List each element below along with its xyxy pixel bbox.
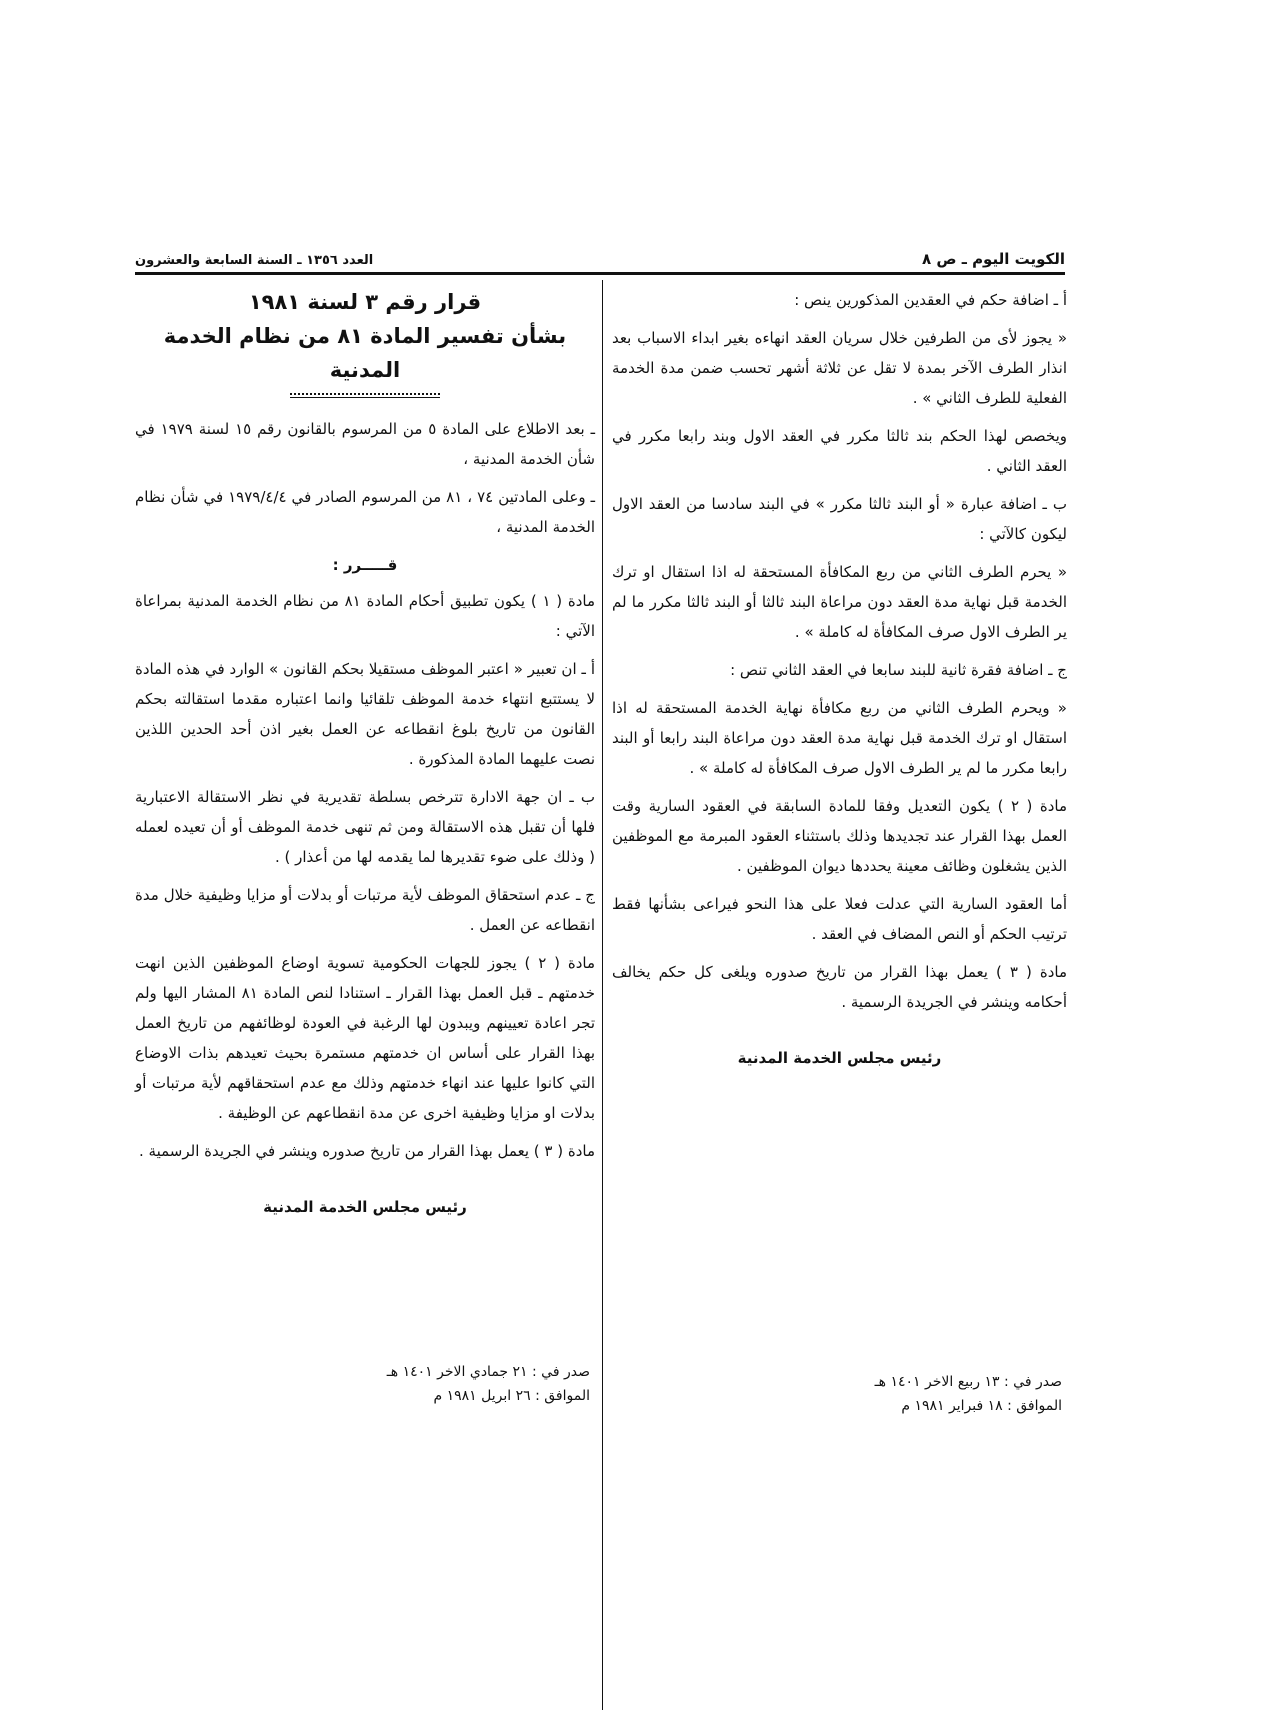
right-paragraph: « ويحرم الطرف الثاني من ربع مكافأة نهاية الخدمة المستحقة له اذا استقال او ترك الخدمة قبل نهاية مدة العقد دون مراعاة البند رابعا أو البند رابعا مكرر ما لم ير الطرف الاول صرف المكافأة له كاملة » .	[612, 699, 1067, 777]
left-paragraph: مادة ( ١ ) يكون تطبيق أحكام المادة ٨١ من نظام الخدمة المدنية بمراعاة الآتي :	[135, 592, 595, 640]
right-paragraph: أ ـ اضافة حكم في العقدين المذكورين ينص :	[794, 291, 1067, 309]
right-paragraph: ب ـ اضافة عبارة « أو البند ثالثا مكرر » في البند سادسا من العقد الاول ليكون كالآتي :	[612, 495, 1067, 543]
right-paragraph: « يجوز لأى من الطرفين خلال سريان العقد انهاءه بغير ابداء الاسباب بعد انذار الطرف الآخر بمدة لا تقل عن ثلاثة أشهر تحسب ضمن مدة الخدمة الفعلية للطرف الثاني » .	[612, 329, 1067, 407]
left-column	[135, 285, 595, 1222]
column-divider	[602, 280, 603, 1710]
preamble-paragraph: ـ وعلى المادتين ٧٤ ، ٨١ من المرسوم الصادر في ١٩٧٩/٤/٤ في شأن نظام الخدمة المدنية ،	[135, 488, 596, 536]
header-issue: العدد ١٣٥٦ ـ السنة السابعة والعشرون	[135, 253, 374, 268]
preamble-paragraph: ـ بعد الاطلاع على المادة ٥ من المرسوم بالقانون رقم ١٥ لسنة ١٩٧٩ في شأن الخدمة المدنية ،	[135, 420, 595, 468]
decision-subject: بشأن تفسير المادة ٨١ من نظام الخدمة المدنية	[163, 324, 567, 382]
right-paragraph: « يحرم الطرف الثاني من ربع المكافأة المستحقة له اذا استقال او ترك الخدمة قبل نهاية مدة العقد دون مراعاة البند ثالثا أو البند ثالثا مكرر ما لم ير الطرف الاول صرف المكافأة له كاملة » .	[612, 563, 1067, 641]
left-signature: رئيس مجلس الخدمة المدنية	[263, 1198, 467, 1216]
title-ornament-rule	[290, 393, 440, 398]
left-issued-gregorian: الموافق : ٢٦ ابريل ١٩٨١ م	[433, 1388, 590, 1404]
right-issued-hijri: صدر في : ١٣ ربيع الاخر ١٤٠١ هـ	[874, 1374, 1062, 1390]
left-paragraph: أ ـ ان تعبير « اعتبر الموظف مستقيلا بحكم القانون » الوارد في هذه المادة لا يستتبع انتهاء خدمة الموظف تلقائيا وانما اعتباره مقدما استقالته بحكم القانون من تاريخ بلوغ انقطاعه عن العمل بغير اذن أحد الحدين اللذين نصت عليهما المادة المذكورة .	[135, 660, 595, 768]
right-column	[612, 285, 1067, 1073]
page-header	[135, 240, 1065, 275]
left-paragraph: مادة ( ٢ ) يجوز للجهات الحكومية تسوية اوضاع الموظفين الذين انهت خدمتهم ـ قبل العمل بهذا القرار ـ استنادا لنص المادة ٨١ المشار اليها ولم تجر اعادة تعيينهم ويبدون لها الرغبة في العودة لوظائفهم من تاريخ العمل بهذا القرار على أساس ان خدمتهم مستمرة بحيث تعيدهم بذات الاوضاع التي كانوا عليها عند انهاء خدمتهم وذلك مع عدم استحقاقهم لأية مرتبات أو بدلات او مزايا وظيفية اخرى عن مدة انقطاعهم عن الوظيفة .	[135, 954, 595, 1122]
header-publication: الكويت اليوم ـ ص ٨	[921, 250, 1065, 268]
left-issue-date	[135, 1360, 590, 1408]
left-paragraph: ج ـ عدم استحقاق الموظف لأية مرتبات أو بدلات أو مزايا وظيفية خلال مدة انقطاعه عن العمل .	[135, 886, 595, 934]
right-signature: رئيس مجلس الخدمة المدنية	[737, 1049, 942, 1067]
right-paragraph: ويخصص لهذا الحكم بند ثالثا مكرر في العقد الاول وبند رابعا مكرر في العقد الثاني .	[612, 427, 1067, 475]
right-issue-date	[612, 1370, 1062, 1418]
right-paragraph: مادة ( ٢ ) يكون التعديل وفقا للمادة السابقة في العقود السارية وقت العمل بهذا القرار عند تجديدها وذلك باستثناء العقود المبرمة مع الموظفين الذين يشغلون وظائف معينة يحددها ديوان الموظفين .	[612, 797, 1067, 875]
right-issued-gregorian: الموافق : ١٨ فبراير ١٩٨١ م	[901, 1398, 1062, 1414]
decision-title: قرار رقم ٣ لسنة ١٩٨١	[248, 290, 482, 314]
decides-heading: قـــــرر :	[332, 556, 398, 574]
right-paragraph: ج ـ اضافة فقرة ثانية للبند سابعا في العقد الثاني تنص :	[730, 661, 1067, 679]
right-paragraph: أما العقود السارية التي عدلت فعلا على هذا النحو فيراعى بشأنها فقط ترتيب الحكم أو النص المضاف في العقد .	[612, 895, 1067, 943]
left-issued-hijri: صدر في : ٢١ جمادي الاخر ١٤٠١ هـ	[386, 1364, 590, 1380]
right-paragraph: مادة ( ٣ ) يعمل بهذا القرار من تاريخ صدوره ويلغى كل حكم يخالف أحكامه وينشر في الجريدة الرسمية .	[612, 963, 1067, 1011]
left-paragraph: ب ـ ان جهة الادارة تترخص بسلطة تقديرية في نظر الاستقالة الاعتبارية فلها أن تقبل هذه الاستقالة ومن ثم تنهى خدمة الموظف أو أن تعيده لعمله ( وذلك على ضوء تقديرها لما يقدمه لها من أعذار ) .	[135, 788, 595, 866]
left-paragraph: مادة ( ٣ ) يعمل بهذا القرار من تاريخ صدوره وينشر في الجريدة الرسمية .	[139, 1142, 595, 1160]
